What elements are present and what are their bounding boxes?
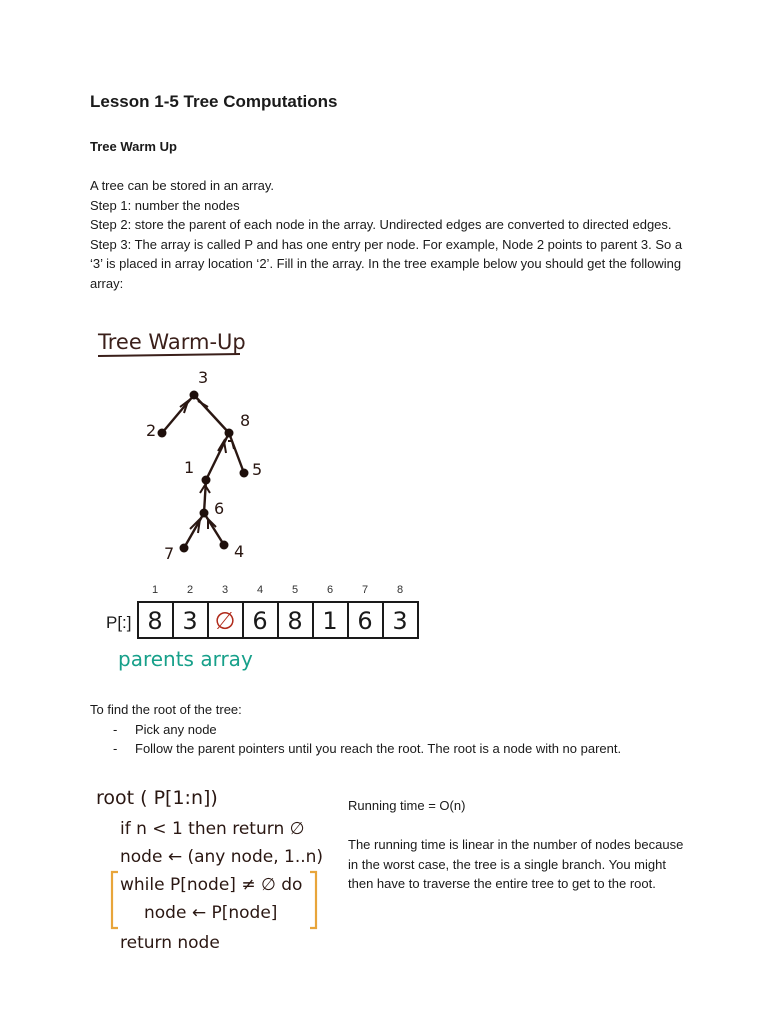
list-item	[113, 720, 710, 740]
intro-line: Step 3: The array is called P and has one entry per node. For example, Node 2 points to parent 3. So a ‘3’ is placed in array location ‘2’. Fill in the array. In the tree example below you should get the following array:	[90, 236, 683, 291]
intro-line: Step 2: store the parent of each node in the array. Undirected edges are converted to directed edges.	[90, 217, 672, 232]
array-indices	[152, 584, 403, 596]
intro-text	[90, 176, 690, 293]
array-grid	[138, 602, 418, 638]
array-caption: parents array	[118, 647, 253, 671]
tree-node	[190, 391, 199, 400]
node-label: 6	[214, 499, 225, 518]
root-intro: To find the root of the tree:	[90, 702, 242, 717]
code-line: root ( P[1:n])	[96, 787, 218, 809]
tree-nodes	[158, 391, 249, 553]
tree-figure	[84, 323, 426, 675]
array-value: 6	[357, 607, 373, 635]
edge-1-8	[206, 433, 229, 480]
runtime-label: Running time = O(n)	[348, 798, 466, 813]
tree-node	[225, 429, 234, 438]
array-value: 1	[322, 607, 338, 635]
bracket-left	[112, 872, 118, 928]
code-line: node ← (any node, 1..n)	[120, 847, 324, 867]
arrowhead	[228, 441, 234, 449]
list-dash: -	[113, 741, 118, 756]
tree-node	[158, 429, 167, 438]
node-label: 2	[146, 421, 157, 440]
list-dash: -	[113, 721, 118, 737]
array-value: 6	[252, 607, 268, 635]
spacer	[348, 816, 688, 836]
node-label: 7	[164, 544, 175, 563]
code-lines	[96, 787, 323, 953]
code-line: while P[node] ≠ ∅ do	[120, 875, 303, 895]
node-label: 1	[184, 458, 195, 477]
array-index: 5	[291, 584, 299, 596]
edge-2-3	[162, 395, 194, 433]
list-item-text: Pick any node	[135, 721, 217, 737]
tree-node	[202, 476, 211, 485]
tree-edges	[162, 395, 244, 548]
root-steps-list	[90, 720, 710, 759]
array-index: 7	[361, 584, 369, 596]
node-label: 4	[234, 542, 245, 561]
array-value: 3	[392, 607, 408, 635]
array-index: 6	[326, 584, 334, 596]
array-index: 2	[186, 584, 194, 596]
node-label: 5	[252, 460, 263, 479]
array-label: P[:]	[106, 613, 132, 632]
section-title: Tree Warm Up	[90, 139, 177, 154]
array-value: 8	[147, 607, 163, 635]
array-index: 4	[256, 584, 264, 596]
tree-node-labels	[146, 368, 262, 563]
list-item-text: Follow the parent pointers until you reach the root. The root is a node with no parent.	[135, 741, 622, 756]
heading-underline	[98, 354, 240, 356]
array-value: 8	[287, 607, 303, 635]
array-value-null: ∅	[214, 607, 236, 635]
runtime-section	[348, 796, 688, 894]
tree-node	[220, 541, 229, 550]
tree-figure-svg	[84, 323, 426, 675]
code-line: return node	[120, 933, 220, 953]
root-finding-section	[90, 700, 710, 759]
array-value: 3	[182, 607, 198, 635]
bracket-right	[310, 872, 316, 928]
array-index: 8	[396, 584, 404, 596]
figure-heading: Tree Warm-Up	[98, 330, 246, 354]
node-label: 8	[240, 411, 251, 430]
node-label: 3	[198, 368, 209, 387]
tree-node	[240, 469, 249, 478]
page-title: Lesson 1-5 Tree Computations	[90, 92, 338, 111]
code-figure-svg	[84, 778, 334, 958]
list-item	[113, 739, 710, 759]
code-line: if n < 1 then return ∅	[120, 819, 305, 839]
array-index: 1	[151, 584, 159, 596]
intro-line: Step 1: number the nodes	[90, 197, 240, 213]
edge-5-8	[229, 433, 244, 473]
tree-node	[200, 509, 209, 518]
code-line: node ← P[node]	[144, 903, 278, 923]
code-figure	[84, 778, 334, 958]
intro-line: A tree can be stored in an array.	[90, 178, 275, 193]
tree-node	[180, 544, 189, 553]
runtime-explanation: The running time is linear in the number of nodes because in the worst case, the tree is a single branch. You might then have to traverse the entire tree to get to the root.	[348, 837, 684, 891]
array-index: 3	[221, 584, 229, 596]
